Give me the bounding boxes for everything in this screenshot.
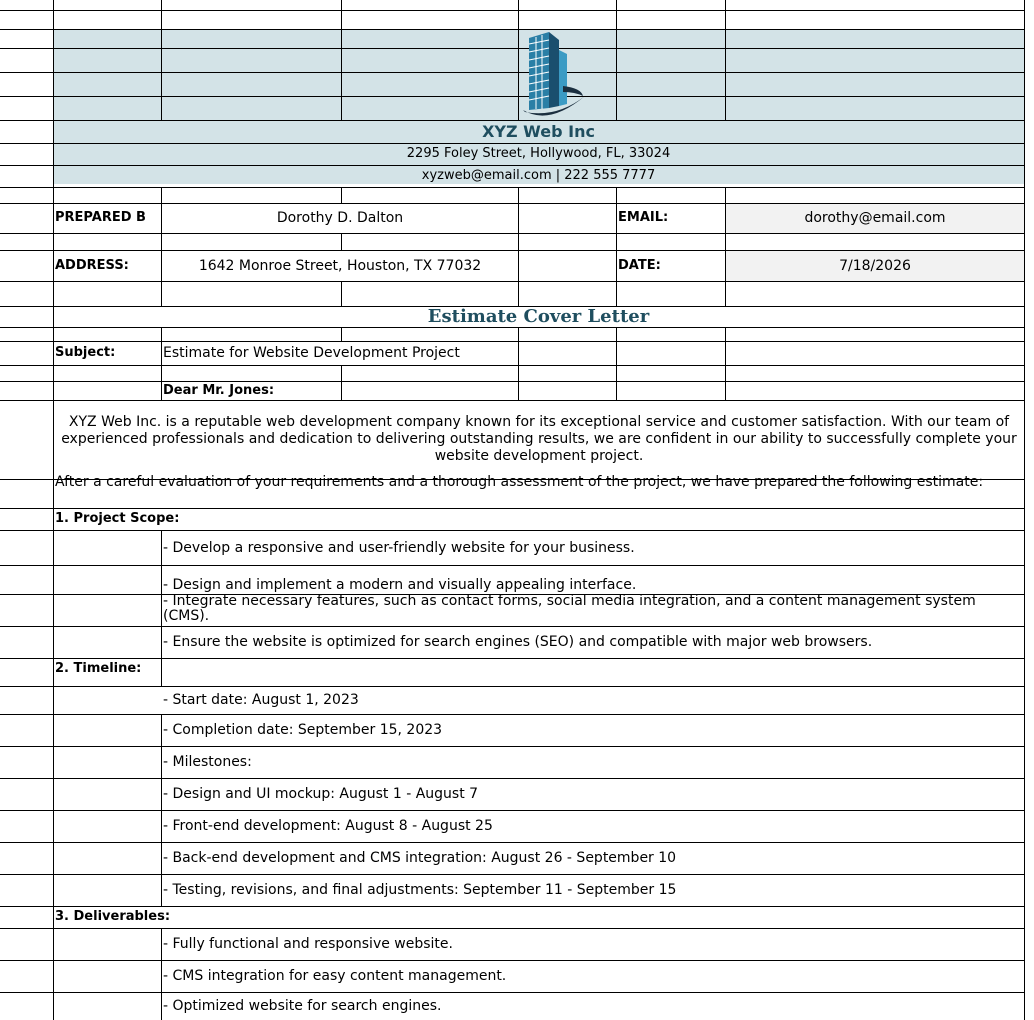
list-item: - Back-end development and CMS integration: August 26 - September 10: [163, 850, 677, 866]
list-item: - Develop a responsive and user-friendly website for your business.: [163, 539, 635, 556]
list-item: - Front-end development: August 8 - August 25: [163, 818, 493, 834]
list-item: - Fully functional and responsive website.: [163, 936, 453, 952]
list-item: - Completion date: September 15, 2023: [163, 722, 443, 738]
document-title: Estimate Cover Letter: [427, 306, 650, 327]
intro-paragraph: XYZ Web Inc. is a reputable web development company known for its exceptional service and customer satisfaction. With our team of experienced professionals and dedication to delivering outstanding results, we are confident in our ability to successfully complete your website development project.: [61, 414, 1017, 464]
list-item: - Start date: August 1, 2023: [163, 692, 359, 708]
timeline-heading: 2. Timeline:: [55, 661, 142, 676]
list-item-wrap: [162, 594, 1024, 626]
list-item: - CMS integration for easy content management.: [163, 968, 507, 984]
company-contact: xyzweb@email.com | 222 555 7777: [421, 168, 656, 183]
company-address: 2295 Foley Street, Hollywood, FL, 33024: [406, 146, 671, 161]
building-logo-icon: [519, 30, 589, 122]
evaluation-text: After a careful evaluation of your requirements and a thorough assessment of the project, we have prepared the following estimate:: [55, 474, 984, 490]
address-label: ADDRESS:: [55, 257, 129, 273]
email-label: EMAIL:: [618, 210, 669, 225]
deliverables-heading: 3. Deliverables:: [55, 909, 171, 924]
salutation: Dear Mr. Jones:: [163, 382, 275, 398]
date-label: DATE:: [618, 257, 661, 273]
list-item: - Milestones:: [163, 754, 252, 770]
list-item: - Testing, revisions, and final adjustments: September 11 - September 15: [163, 882, 677, 898]
list-item: - Design and implement a modern and visually appealing interface.: [163, 576, 637, 593]
list-item: - Integrate necessary features, such as contact forms, social media integration, and a content management system (CMS).: [163, 594, 976, 624]
list-item: - Ensure the website is optimized for search engines (SEO) and compatible with major web browsers.: [163, 634, 873, 650]
scope-heading: 1. Project Scope:: [55, 511, 180, 526]
date-value[interactable]: 7/18/2026: [839, 257, 911, 274]
email-value[interactable]: dorothy@email.com: [804, 210, 946, 226]
list-item: - Optimized website for search engines.: [163, 998, 442, 1014]
evaluation-cell: [54, 474, 1024, 508]
subject-value[interactable]: Estimate for Website Development Project: [163, 345, 460, 361]
prepared-by-label: PREPARED B: [55, 210, 146, 225]
address-value[interactable]: 1642 Monroe Street, Houston, TX 77032: [198, 257, 482, 274]
prepared-by-value[interactable]: Dorothy D. Dalton: [276, 210, 404, 226]
subject-label: Subject:: [55, 345, 116, 360]
company-name: XYZ Web Inc: [482, 121, 595, 141]
list-item: - Design and UI mockup: August 1 - August 7: [163, 786, 479, 802]
